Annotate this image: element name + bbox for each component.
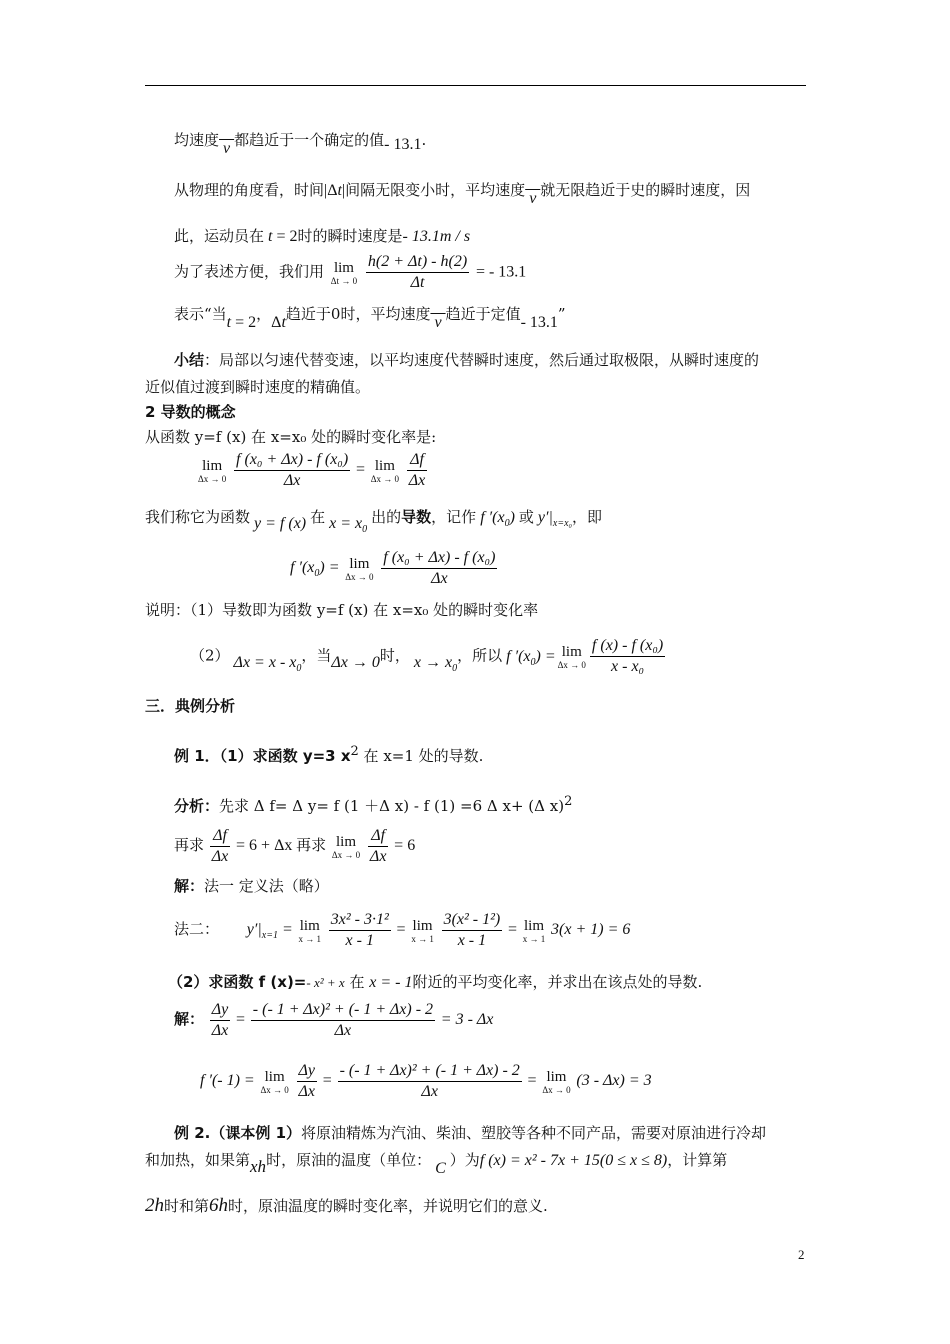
- derivative-formula: f $'(x_0)$ = lim Δx → 0 $\frac{\text{f (x₀ + Δx) - f (x₀)}}{\Delta x}$: [290, 549, 496, 587]
- example-1-analysis: 分析：先求 Δ f= Δ y= f (1 ＋Δ x) - f (1) =6 Δ x+ (Δ x)2: [174, 794, 573, 815]
- text-line-1: 均速度 v 都趋近于一个确定的值- 13.1.: [174, 131, 427, 157]
- example-1-again: 再求 $\frac{\Delta f}{\Delta x}$ = 6 + Δx 再求 lim Δx → 0 $\frac{\Delta f}{\Delta x}$ = 6: [174, 827, 416, 865]
- text-line-3: 此，运动员在 t = 2时的瞬时速度是- 13.1m / s: [174, 227, 471, 245]
- derivative-naming-line: 我们称它为函数 y = f (x) 在 $x = x_0$ 出的导数，记作 f $'(x_0)$ 或 $y'|_{x=x_0}$，即: [145, 508, 603, 536]
- section-heading-examples: 三．典例分析: [145, 697, 236, 715]
- text-line-2: 从物理的角度看，时间|Δt|间隔无限变小时，平均速度 v 就无限趋近于史的瞬时速度，因: [174, 181, 751, 207]
- derivative-definition-formula: lim Δx → 0 $\frac{\text{f (x₀ + Δx) - f (x₀)}}{\Delta x}$ = lim Δx → 0 $\frac{\Delta f}{\Delta x}$: [198, 451, 426, 489]
- example-1-part-2-derivative: f ′(- 1) = lim Δx → 0 $\frac{\Delta y}{\Delta x}$ = $\frac{\text{- (- 1 + Δx)² + (- 1 + Δx) - 2}}{\Delta x}$ = lim Δx → 0 (3 - Δx) = 3: [200, 1062, 652, 1100]
- summary-line-1: 小结：局部以匀速代替变速，以平均速度代替瞬时速度，然后通过取极限，从瞬时速度的: [174, 351, 760, 369]
- header-rule: [145, 85, 806, 86]
- note-2: （2） $\Delta x = x - x_0$，当Δx → 0时， $x \to x_0$，所以 f $'(x_0)$ = lim Δx → 0 $\frac{\text{f (x) - f (x₀)}}{\text{x - x₀}}$: [190, 637, 664, 675]
- text-line-5: 表示“当t = 2，Δt趋近于0时，平均速度 v 趋近于定值- 13.1”: [174, 305, 566, 331]
- summary-line-2: 近似值过渡到瞬时速度的精确值。: [145, 378, 371, 396]
- example-1-part-2: （2）求函数 f (x)=- x² + x 在 x = - 1附近的平均变化率，并求出在该点处的导数.: [168, 973, 703, 991]
- example-2-line-3: 2h时和第6h时，原油温度的瞬时变化率，并说明它们的意义.: [145, 1195, 548, 1216]
- example-1-solution: 解：法一 定义法（略）: [174, 877, 329, 895]
- page-number: 2: [798, 1247, 805, 1262]
- note-1: 说明：（1）导数即为函数 y=f (x) 在 x=x₀ 处的瞬时变化率: [145, 601, 539, 619]
- text-line-4: 为了表述方便，我们用 lim Δt → 0 $\frac{h(2 + \Delta t) - h(2)}{\Delta t}$ = - 13.1: [174, 253, 527, 291]
- example-1-method-2: 法二： $y'|_{x=1}$ = lim x → 1 $\frac{\text{3x² - 3·1²}}{x - 1}$ = lim x → 1 $\frac{\text{3(x² - 1²)}}{x - 1}$ = lim x → 1 3(x + 1) = 6: [174, 911, 631, 949]
- example-1-title: 例 1．（1）求函数 y=3 x2 在 x=1 处的导数.: [174, 744, 484, 765]
- section-heading-derivative: 2 导数的概念: [145, 403, 236, 421]
- example-1-part-2-solution: 解： $\frac{\Delta y}{\Delta x}$ = $\frac{\text{- (- 1 + Δx)² + (- 1 + Δx) - 2}}{\Delta x}$ = 3 - Δx: [174, 1001, 494, 1039]
- example-2-line-1: 例 2.（课本例 1）将原油精炼为汽油、柴油、塑胶等各种不同产品，需要对原油进行冷却: [174, 1124, 767, 1142]
- derivative-intro: 从函数 y=f (x) 在 x=x₀ 处的瞬时变化率是:: [145, 428, 437, 446]
- example-2-line-2: 和加热，如果第xh时，原油的温度（单位： C ）为f (x) = x² - 7x + 15(0 ≤ x ≤ 8)，计算第: [145, 1151, 728, 1177]
